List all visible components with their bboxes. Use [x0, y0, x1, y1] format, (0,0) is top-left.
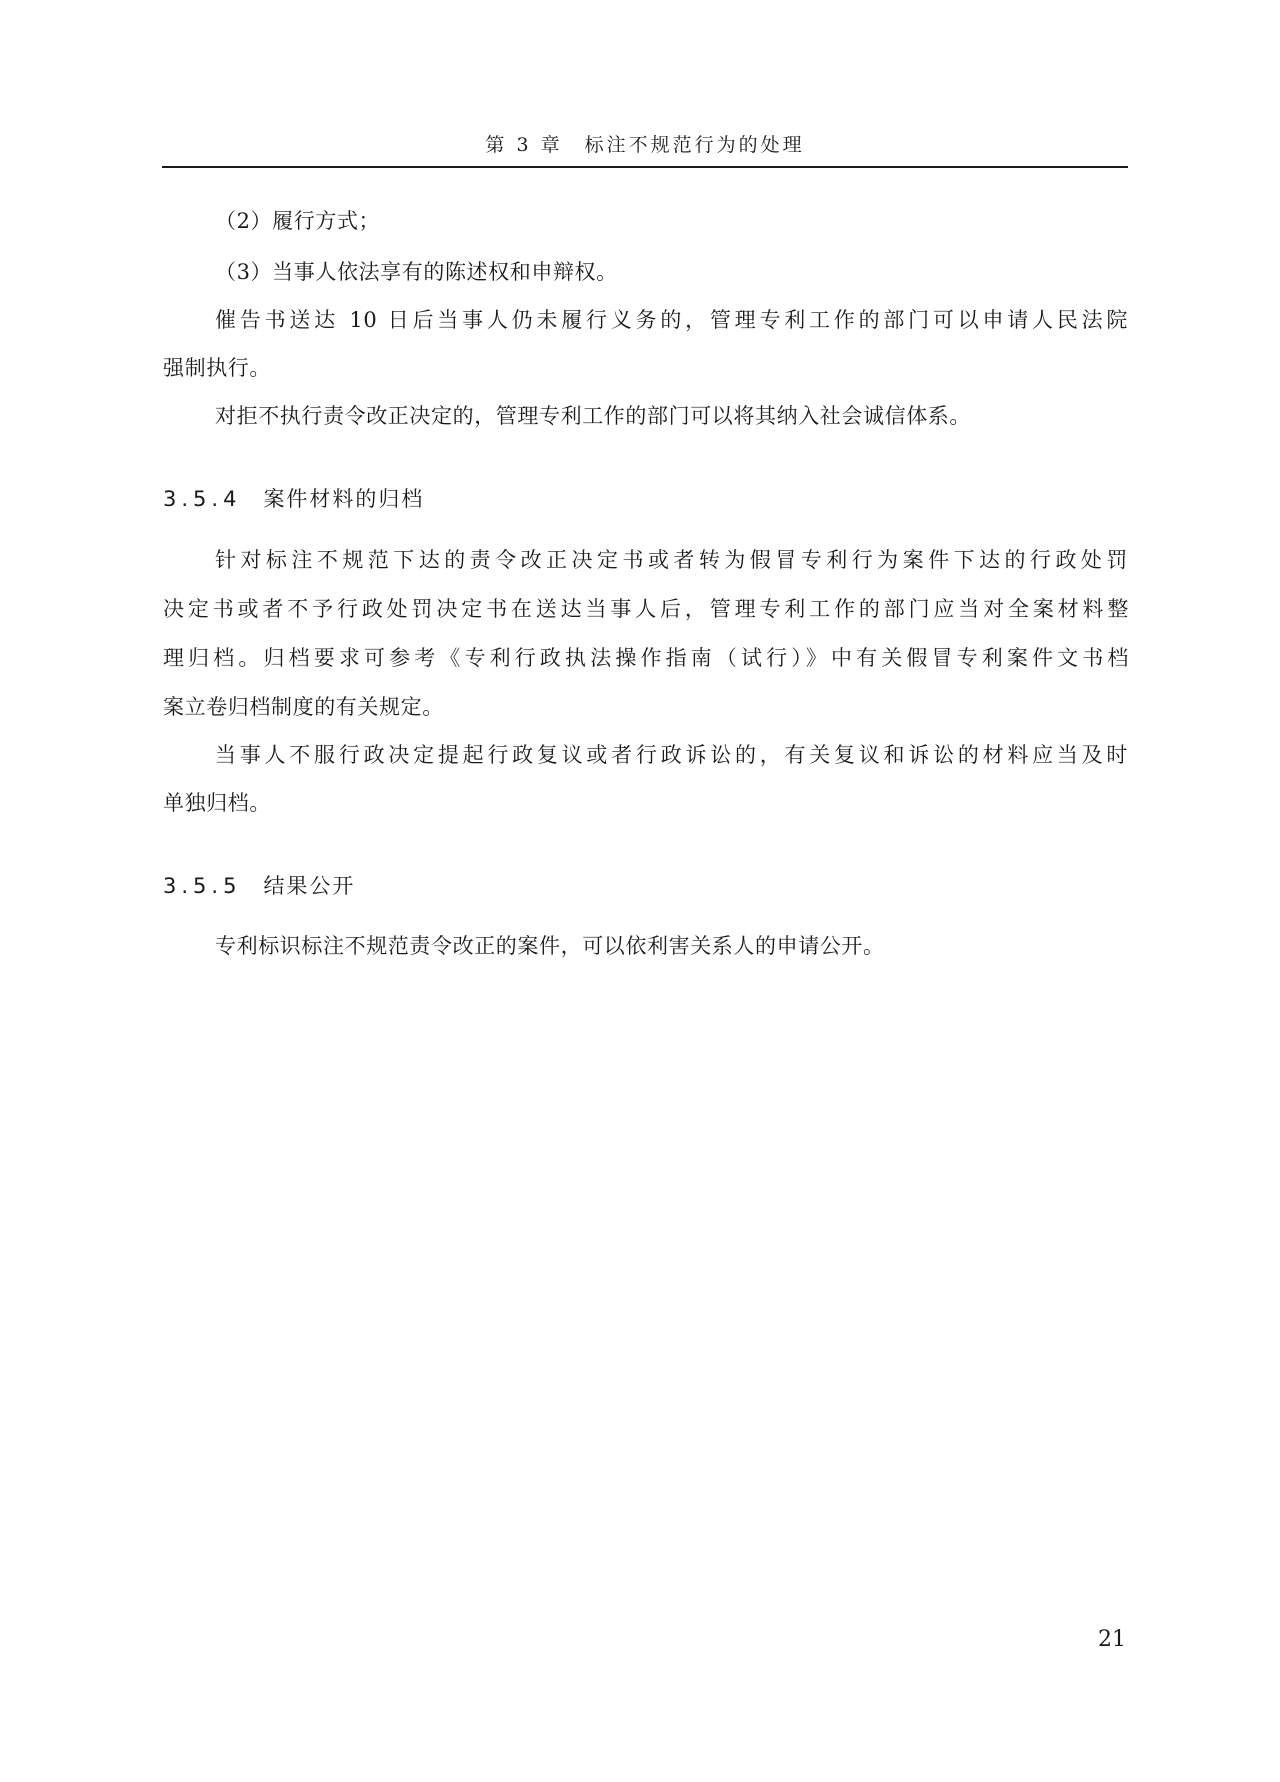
paragraph-line: 强制执行。	[163, 356, 271, 380]
paragraph-line: 针对标注不规范下达的责令改正决定书或者转为假冒专利行为案件下达的行政处罚	[215, 548, 1128, 572]
section-number: 3.5.4	[163, 487, 242, 511]
section-heading-3-5-5	[163, 871, 355, 901]
section-title: 案件材料的归档	[263, 487, 425, 511]
paragraph-line: 专利标识标注不规范责令改正的案件，可以依利害关系人的申请公开。	[215, 934, 885, 958]
page-number: 21	[1098, 1627, 1126, 1652]
section-heading-3-5-4	[163, 484, 424, 514]
list-item-2: （2）履行方式；	[215, 209, 381, 233]
paragraph-line: 决定书或者不予行政处罚决定书在送达当事人后，管理专利工作的部门应当对全案材料整	[163, 597, 1129, 621]
paragraph-line: 催告书送达 10 日后当事人仍未履行义务的，管理专利工作的部门可以申请人民法院	[215, 308, 1128, 332]
list-item-3: （3）当事人依法享有的陈述权和申辩权。	[215, 260, 618, 284]
running-header: 第 3 章 标注不规范行为的处理	[485, 134, 805, 156]
section-title: 结果公开	[263, 874, 356, 898]
header-rule	[162, 166, 1128, 168]
paragraph-line: 单独归档。	[163, 791, 271, 815]
paragraph-line: 当事人不服行政决定提起行政复议或者行政诉讼的，有关复议和诉讼的材料应当及时	[215, 743, 1128, 767]
section-number: 3.5.5	[163, 874, 242, 898]
paragraph-line: 理归档。归档要求可参考《专利行政执法操作指南（试行）》中有关假冒专利案件文书档	[163, 646, 1129, 670]
paragraph-line: 对拒不执行责令改正决定的，管理专利工作的部门可以将其纳入社会诚信体系。	[215, 404, 971, 428]
paragraph-line: 案立卷归档制度的有关规定。	[163, 695, 444, 719]
